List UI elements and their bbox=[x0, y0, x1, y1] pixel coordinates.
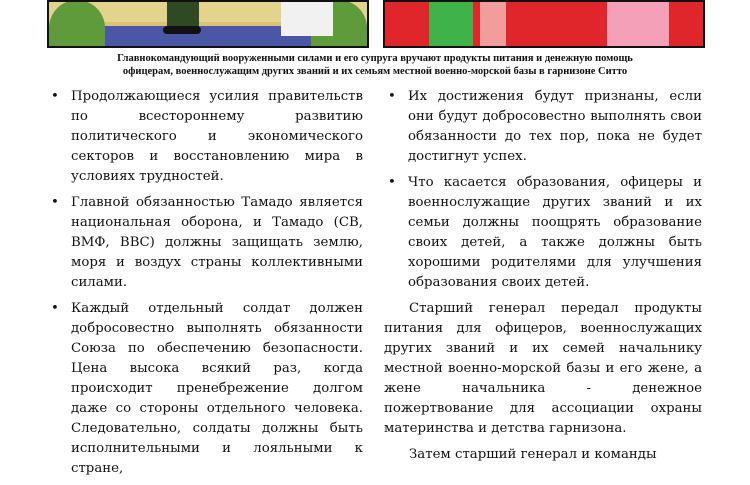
photo-right bbox=[383, 0, 705, 48]
photo-right-figure bbox=[429, 2, 473, 48]
bullet-list bbox=[384, 87, 702, 293]
list-item-text: Что касается образования, офицеры и военнослужащие других званий и их семьи должны поощрять образование своих детей, а также должны быть хорошими родителями для улучшения образования своих детей. bbox=[408, 175, 702, 290]
bullet-icon: • bbox=[51, 89, 59, 104]
photo-left bbox=[47, 0, 369, 48]
photo-caption bbox=[0, 52, 750, 78]
list-item bbox=[47, 87, 363, 187]
left-column bbox=[47, 87, 363, 485]
list-item-text: Каждый отдельный солдат должен добросовестно выполнять обязанности Союза по обеспечению безопасности. Цена высока всякий раз, когда происходит пренебрежение долгом даже со стороны отдельного человека. Следовательно, солдаты должны быть исполнительными и лояльными к стране, bbox=[71, 301, 363, 476]
bullet-list bbox=[47, 87, 363, 479]
photo-right-figure bbox=[607, 2, 669, 48]
bullet-icon: • bbox=[51, 195, 59, 210]
bullet-icon: • bbox=[388, 89, 396, 104]
list-item-text: Их достижения будут признаны, если они будут добросовестно выполнять свои обязанности до тех пор, пока не будет достигнут успех. bbox=[408, 89, 702, 164]
list-item-text: Продолжающиеся усилия правительств по всестороннему развитию политического и экономического секторов и восстановлению мира в условиях трудностей. bbox=[71, 89, 363, 184]
body-paragraph: Старший генерал передал продукты питания для офицеров, военнослужащих других званий и их семей начальнику местной военно-морской базы и его жене, а жене начальника - денежное пожертвование для ассоциации охраны материнства и детства гарнизона. bbox=[384, 301, 702, 436]
photo-left-shoes bbox=[163, 26, 201, 34]
list-item bbox=[47, 193, 363, 293]
list-item bbox=[384, 173, 702, 293]
bullet-icon: • bbox=[51, 301, 59, 316]
list-item bbox=[47, 299, 363, 479]
photo-left-officer-figure bbox=[281, 2, 333, 36]
body-paragraph: Затем старший генерал и команды bbox=[409, 447, 657, 462]
right-column bbox=[384, 87, 702, 471]
list-item bbox=[384, 87, 702, 167]
list-item-text: Главной обязанностью Тамадо является национальная оборона, и Тамадо (СВ, ВМФ, ВВС) должны защищать землю, моря и воздух страны коллективными силами. bbox=[71, 195, 363, 290]
caption-line: Главнокомандующий вооруженными силами и его супруга вручают продукты питания и денежную помощь bbox=[117, 53, 633, 64]
bullet-icon: • bbox=[388, 175, 396, 190]
caption-line: офицерам, военнослужащим других званий и их семьям местной военно-морской базы в гарнизоне Ситто bbox=[122, 66, 628, 77]
photo-right-figure bbox=[480, 2, 506, 48]
